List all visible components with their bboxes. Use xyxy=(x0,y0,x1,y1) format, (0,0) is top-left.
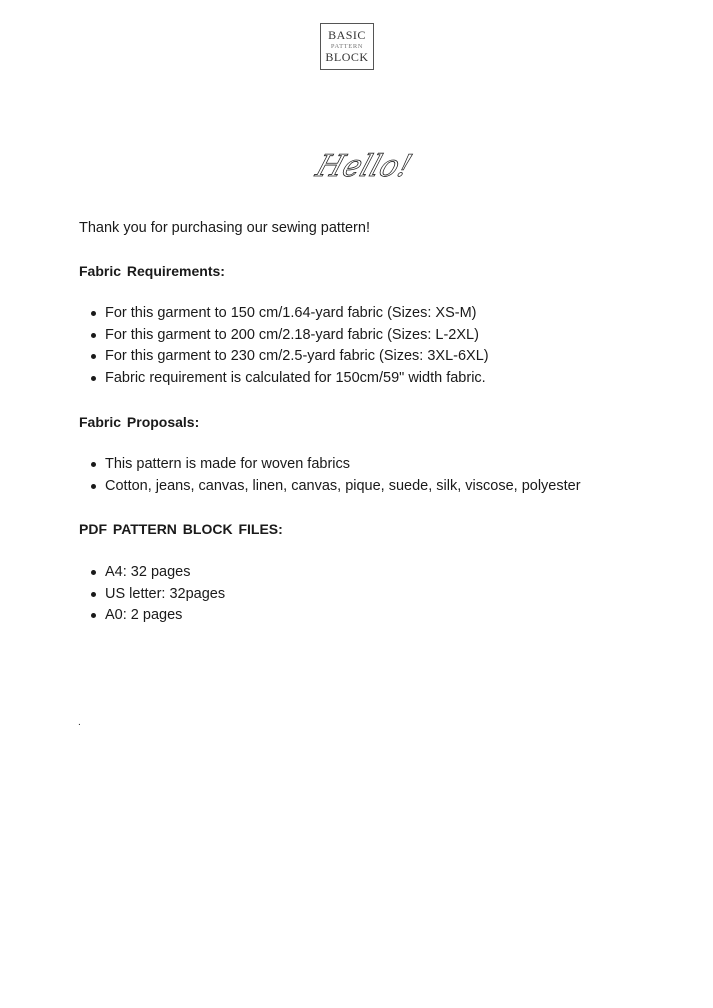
pdf-files-list xyxy=(79,563,225,628)
brand-logo xyxy=(320,23,374,70)
list-item: A0: 2 pages xyxy=(79,606,225,628)
hello-script-text: Hello! xyxy=(311,148,417,184)
intro-text: Thank you for purchasing our sewing pattern! xyxy=(79,220,370,236)
heading-pdf-files: PDF PATTERN BLOCK FILES: xyxy=(79,521,283,537)
list-item: Fabric requirement is calculated for 150cm/59" width fabric. xyxy=(79,369,489,391)
heading-fabric-requirements: Fabric Requirements: xyxy=(79,263,225,279)
fabric-requirements-list xyxy=(79,304,489,391)
heading-fabric-proposals: Fabric Proposals: xyxy=(79,414,200,430)
hello-script xyxy=(310,140,420,190)
list-item: For this garment to 230 cm/2.5-yard fabric (Sizes: 3XL-6XL) xyxy=(79,347,489,369)
logo-line-block: BLOCK xyxy=(325,50,369,64)
list-item: US letter: 32pages xyxy=(79,585,225,607)
list-item: A4: 32 pages xyxy=(79,563,225,585)
footer-mark: . xyxy=(78,717,81,728)
list-item: Cotton, jeans, canvas, linen, canvas, pique, suede, silk, viscose, polyester xyxy=(79,477,581,499)
list-item: This pattern is made for woven fabrics xyxy=(79,455,581,477)
list-item: For this garment to 200 cm/2.18-yard fabric (Sizes: L-2XL) xyxy=(79,326,489,348)
list-item: For this garment to 150 cm/1.64-yard fabric (Sizes: XS-M) xyxy=(79,304,489,326)
logo-line-basic: BASIC xyxy=(328,28,366,42)
logo-line-pattern: PATTERN xyxy=(330,43,364,50)
fabric-proposals-list xyxy=(79,455,581,498)
